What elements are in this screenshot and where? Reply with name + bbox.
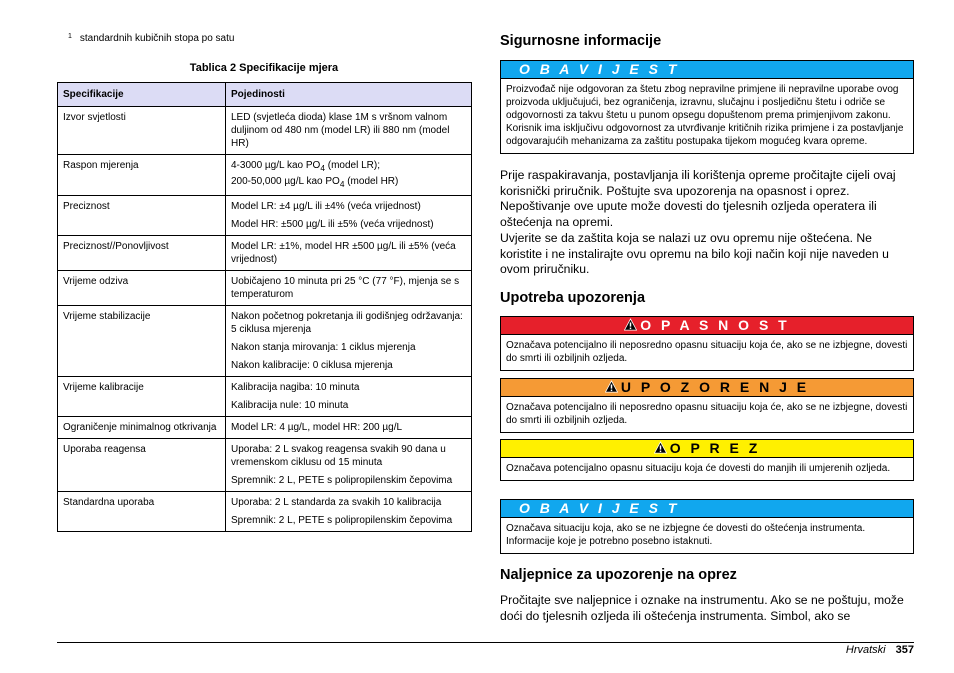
spec-table [57, 82, 472, 532]
range-text: 4-3000 µg/L kao PO [231, 160, 321, 171]
range-subscript: 4 [339, 179, 345, 189]
spec-details-cell [226, 196, 472, 236]
warning-label: U P O Z O R E N J E [620, 379, 810, 395]
table-row [58, 236, 472, 271]
footnote-text: standardnih kubičnih stopa po satu [79, 33, 235, 44]
detail-line: Spremnik: 2 L, PETE s polipropilenskim čepovima [231, 515, 453, 526]
notice-definition-text: Označava situaciju koja, ako se ne izbjegne će dovesti do oštećenja instrumenta. Informacije koje je potrebno posebno istaknuti. [506, 523, 866, 547]
detail-line: Model LR: ±1%, model HR ±500 µg/L ili ±5% (veća vrijednost) [231, 241, 456, 265]
table-header-row [58, 83, 472, 107]
detail-line: Uporaba: 2 L standarda za svakih 10 kalibracija [231, 497, 442, 508]
spec-name-cell: Raspon mjerenja [58, 155, 226, 196]
footnote-number: 1 [68, 33, 72, 40]
danger-bar [501, 317, 913, 335]
header-specifikacije: Specifikacije [58, 83, 226, 107]
safety-paragraph-2: Uvjerite se da zaštita koja se nalazi uz ovu opremu nije oštećena. Ne koristite i ne instalirajte ovu opremu na bilo koji način koji nije naveden u ovom priručniku. [500, 231, 889, 276]
spec-details-cell [226, 439, 472, 492]
table-row [58, 196, 472, 236]
labels-heading: Naljepnice za upozorenje na oprez [500, 567, 737, 583]
notice-definition-label: O B A V I J E S T [501, 500, 913, 518]
spec-name-cell: Preciznost [58, 196, 226, 236]
range-text: 200-50,000 µg/L kao PO [231, 176, 340, 187]
range-line-hr [231, 175, 466, 191]
warning-triangle-icon [605, 380, 618, 393]
table-row [58, 492, 472, 532]
detail-line: Model LR: 4 µg/L, model HR: 200 µg/L [231, 422, 403, 433]
detail-line: Uobičajeno 10 minuta pri 25 °C (77 °F), mjenja se s temperaturom [231, 276, 460, 300]
footnote [68, 33, 234, 44]
warning-box [500, 378, 914, 433]
header-pojedinosti: Pojedinosti [226, 83, 472, 107]
table-row [58, 306, 472, 377]
footer-language: Hrvatski [845, 644, 886, 656]
detail-line: Uporaba: 2 L svakog reagensa svakih 90 dana u vremenskom ciklusu od 15 minuta [231, 444, 446, 468]
spec-details-cell [226, 107, 472, 155]
table-row [58, 271, 472, 306]
detail-line: Model LR: ±4 µg/L ili ±4% (veća vrijednost) [231, 201, 421, 212]
notice-label: O B A V I J E S T [501, 61, 913, 79]
detail-line: Nakon stanja mirovanja: 1 ciklus mjerenja [231, 342, 416, 353]
safety-paragraph-1: Prije raspakiravanja, postavljanja ili korištenja opreme pročitajte cijeli ovaj korisnički priručnik. Poštujte sva upozorenja na opasnost i oprez. Nepoštivanje ove upute može dovesti do tjelesnih ozljeda operatera ili oštećenja na opremi. [500, 168, 896, 229]
spec-details-cell [226, 155, 472, 196]
spec-name-cell: Preciznost//Ponovljivost [58, 236, 226, 271]
caution-bar [501, 440, 913, 458]
spec-name-cell: Vrijeme stabilizacije [58, 306, 226, 377]
table-row [58, 439, 472, 492]
warning-triangle-icon [624, 318, 637, 331]
caution-box [500, 439, 914, 481]
spec-details-cell [226, 417, 472, 439]
range-subscript: 4 [320, 163, 325, 173]
spec-details-cell [226, 306, 472, 377]
range-text: (model LR); [324, 160, 380, 171]
spec-name-cell: Standardna uporaba [58, 492, 226, 532]
table-row [58, 377, 472, 417]
warnings-heading: Upotreba upozorenja [500, 290, 646, 306]
spec-name-cell: Uporaba reagensa [58, 439, 226, 492]
warning-text: Označava potencijalno ili neposredno opasnu situaciju koja će, ako se ne izbjegne, dovesti do smrti ili ozbiljnih ozljeda. [506, 402, 908, 426]
warning-bar [501, 379, 913, 397]
footer [846, 644, 914, 656]
notice-box-definition [500, 499, 914, 554]
range-text: (model HR) [344, 176, 399, 187]
safety-heading: Sigurnosne informacije [500, 33, 662, 49]
detail-line: Nakon početnog pokretanja ili godišnjeg održavanja: 5 ciklusa mjerenja [231, 311, 463, 335]
caution-label: O P R E Z [669, 440, 761, 456]
spec-details-cell [226, 236, 472, 271]
danger-text: Označava potencijalno ili neposredno opasnu situaciju koja će, ako se ne izbjegne, dovesti do smrti ili ozbiljnih ozljeda. [506, 340, 908, 364]
table-row [58, 417, 472, 439]
table-caption: Tablica 2 Specifikacije mjera [189, 62, 339, 74]
spec-details-cell [226, 377, 472, 417]
notice-box-general [500, 60, 914, 154]
footer-divider [57, 642, 914, 643]
detail-line: LED (svjetleća dioda) klase 1M s vršnom valnom duljinom od 480 nm (model LR) ili 880 nm (model HR) [231, 112, 450, 149]
labels-paragraph: Pročitajte sve naljepnice i oznake na instrumentu. Ako se ne poštuju, može doći do tjelesnih ozljeda ili oštećenja instrumenta. Simbol, ako se [500, 593, 904, 623]
detail-line: Kalibracija nule: 10 minuta [231, 400, 349, 411]
spec-name-cell: Ograničenje minimalnog otkrivanja [58, 417, 226, 439]
range-line-lr [231, 159, 466, 175]
notice-text: Proizvođač nije odgovoran za štetu zbog nepravilne primjene ili nepravilne uporabe ovog proizvoda uključujući, bez ograničenja, izravnu, slučajnu i posljedičnu štetu i odriče se odgovornosti za takvu štetu u punom opsegu dopuštenom prema primjenjivom zakonu. Korisnik ima isključivu odgovornost za utvrđivanje kritičnih rizika primjene i za postavljanje odgovarajućih mehanizama za zaštitu postupaka tijekom mogućeg kvara opreme. [506, 84, 904, 147]
spec-name-cell: Vrijeme odziva [58, 271, 226, 306]
caution-text: Označava potencijalno opasnu situaciju koja će dovesti do manjih ili umjerenih ozljeda. [506, 463, 891, 474]
detail-line: Model HR: ±500 µg/L ili ±5% (veća vrijednost) [231, 219, 434, 230]
danger-label: O P A S N O S T [640, 317, 790, 333]
page-number: 357 [895, 644, 914, 656]
spec-details-cell [226, 271, 472, 306]
warning-triangle-icon [654, 441, 667, 454]
detail-line: Kalibracija nagiba: 10 minuta [231, 382, 360, 393]
spec-details-cell [226, 492, 472, 532]
table-row [58, 155, 472, 196]
danger-box [500, 316, 914, 371]
detail-line: Nakon kalibracije: 0 ciklusa mjerenja [231, 360, 393, 371]
detail-line: Spremnik: 2 L, PETE s polipropilenskim čepovima [231, 475, 453, 486]
table-row [58, 107, 472, 155]
spec-name-cell: Izvor svjetlosti [58, 107, 226, 155]
spec-name-cell: Vrijeme kalibracije [58, 377, 226, 417]
